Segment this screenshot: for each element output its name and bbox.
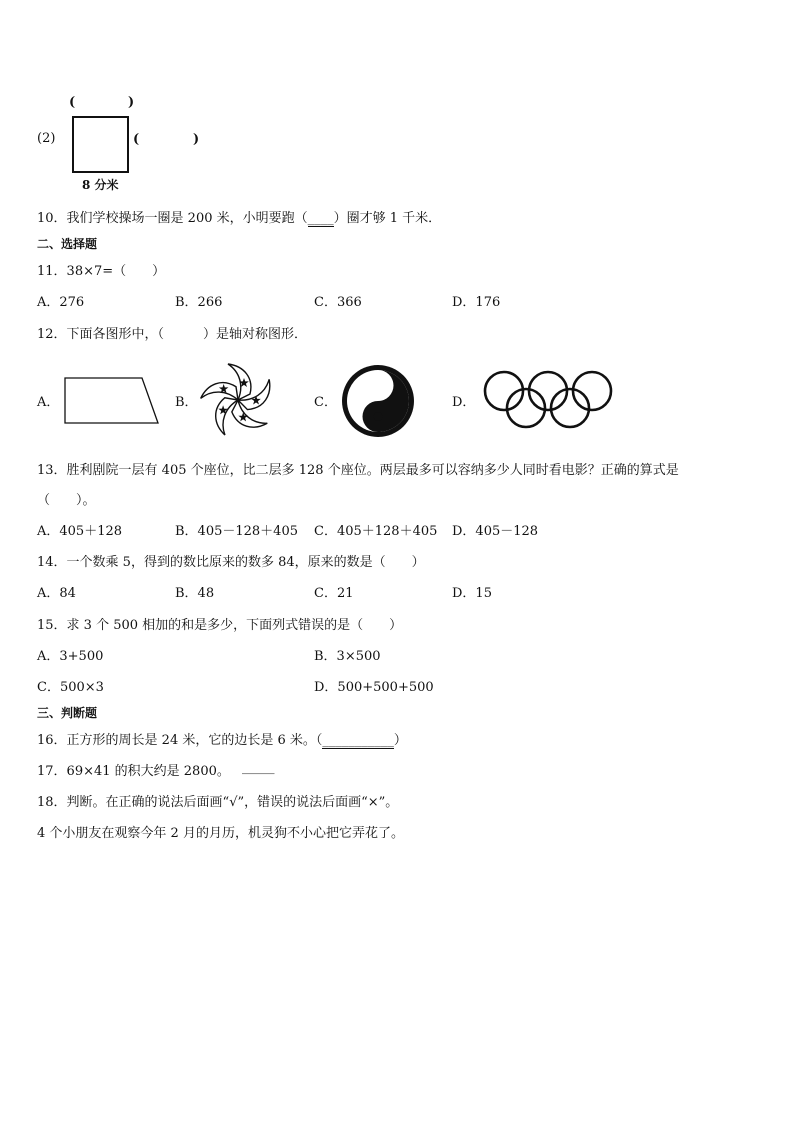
figure-2-label: (2) [37,131,56,146]
question-14: 14．一个数乘 5，得到的数比原来的数多 84，原来的数是（ ） [37,555,425,570]
q14-option-a: A．84 [37,586,76,601]
q11-option-a: A．276 [37,295,85,310]
q13-option-b: B．405－128＋405 [175,524,298,539]
q15-option-c: C．500×3 [37,680,104,695]
q13-option-d: D．405－128 [452,524,539,539]
q15-option-d: D．500+500+500 [314,680,434,695]
top-paren-close: ) [128,95,135,110]
question-13-line-2: （ ）。 [37,493,96,508]
question-16-text-before: 16．正方形的周长是 24 米，它的边长是 6 米。（ [37,733,323,748]
question-10-text-after: ）圈才够 1 千米． [333,211,442,226]
q11-option-c: C．366 [314,295,362,310]
q14-option-c: C．21 [314,586,354,601]
question-16-blank: ___________ [322,733,394,748]
question-11: 11．38×7=（ ） [37,264,166,279]
section-3-title: 三、判断题 [37,706,98,720]
question-18-note: 4 个小朋友在观察今年 2 月的月历，机灵狗不小心把它弄花了。 [37,826,404,841]
question-10 [37,207,441,227]
q12-label-c: C． [314,395,337,410]
square-side-label: 8 分米 [82,178,119,192]
olympic-rings-figure [481,370,615,430]
question-17-blank: _____ [242,760,275,775]
question-10-blank: ____ [307,211,334,226]
right-paren-close: ) [193,132,200,147]
top-paren-open: ( [69,95,76,110]
question-10-text-before: 10．我们学校操场一圈是 200 米，小明要跑（ [37,211,308,226]
q11-option-d: D．176 [452,295,501,310]
question-16 [37,729,407,749]
yin-yang-figure [340,363,416,439]
q15-option-a: A．3+500 [37,649,104,664]
q11-option-b: B．266 [175,295,223,310]
q13-option-c: C．405＋128＋405 [314,524,438,539]
bauhinia-flower-figure [196,360,280,440]
trapezoid-figure [64,376,160,426]
question-18: 18．判断。在正确的说法后面画“√”，错误的说法后面画“×”。 [37,795,399,810]
question-12: 12．下面各图形中，（ ）是轴对称图形． [37,327,308,342]
question-17: 17．69×41 的积大约是 2800。 [37,764,230,779]
q15-option-b: B．3×500 [314,649,381,664]
question-15: 15．求 3 个 500 相加的和是多少，下面列式错误的是（ ） [37,618,403,633]
q12-label-d: D． [452,395,476,410]
section-2-title: 二、选择题 [37,237,98,251]
q13-option-a: A．405＋128 [37,524,123,539]
right-paren-open: ( [133,132,140,147]
q12-label-b: B． [175,395,198,410]
q12-label-a: A． [37,395,60,410]
square-figure [72,116,129,173]
q14-option-b: B．48 [175,586,215,601]
question-16-text-after: ） [393,733,407,748]
q14-option-d: D．15 [452,586,492,601]
question-13-line-1: 13．胜利剧院一层有 405 个座位，比二层多 128 个座位。两层最多可以容纳多少人同时看电影？正确的算式是 [37,463,679,478]
